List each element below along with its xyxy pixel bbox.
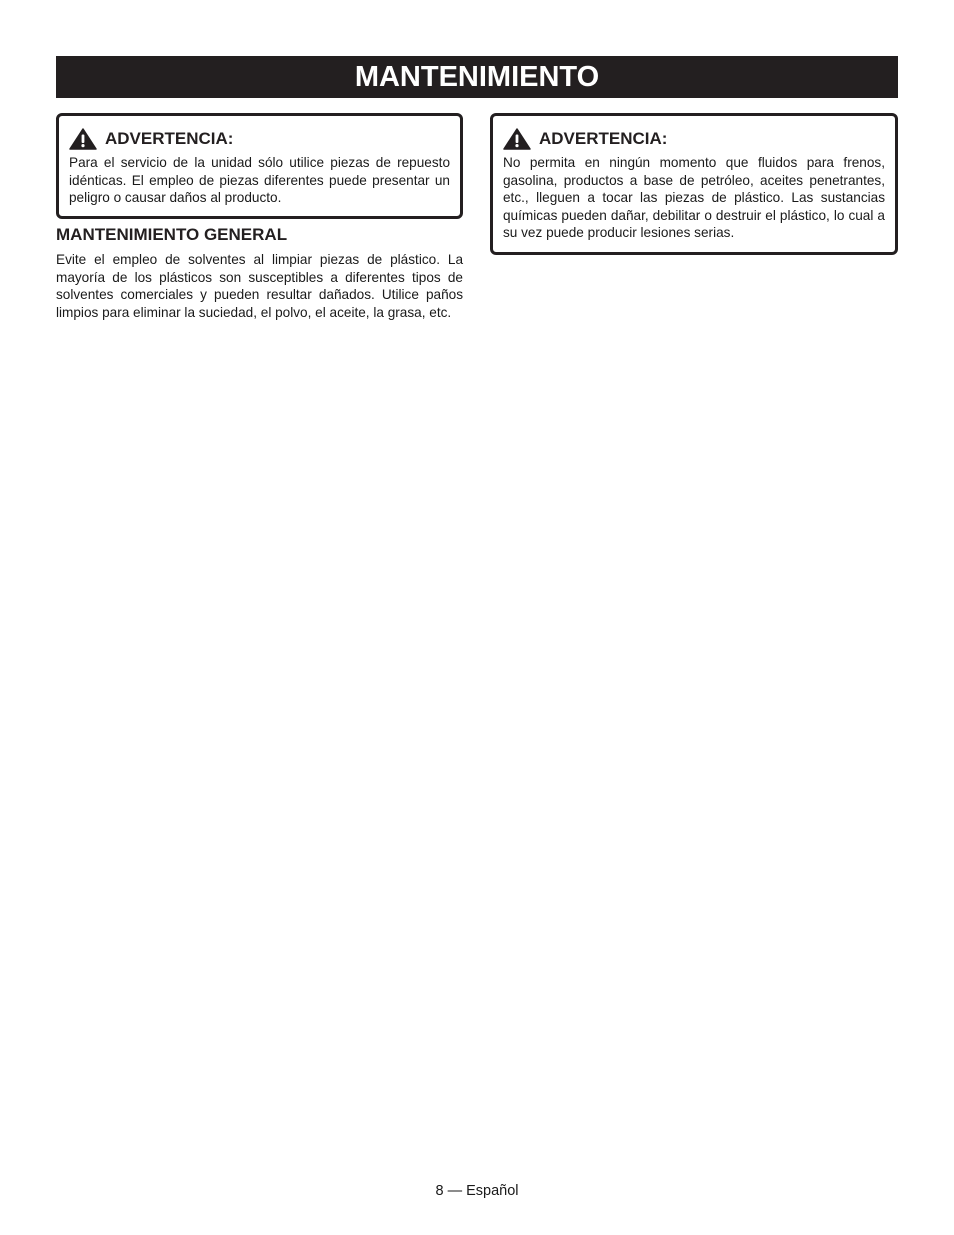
- page-footer: 8 — Español: [435, 1183, 519, 1199]
- warning-heading-left: ADVERTENCIA:: [105, 129, 234, 148]
- warning-text-left: Para el servicio de la unidad sólo utilice piezas de repuesto idénticas. El empleo de piezas diferentes puede presentar un peligro o causar daños al producto.: [69, 155, 450, 206]
- warning-box-right: [490, 113, 898, 255]
- warning-triangle-icon: [69, 128, 97, 150]
- title-bar: [56, 56, 898, 98]
- warning-heading-right: ADVERTENCIA:: [539, 129, 668, 148]
- general-maintenance-section: [56, 224, 463, 321]
- warning-header-right: [503, 126, 885, 152]
- page-title: MANTENIMIENTO: [354, 60, 600, 93]
- warning-triangle-icon: [503, 128, 531, 150]
- general-maintenance-text: Evite el empleo de solventes al limpiar piezas de plástico. La mayoría de los plásticos son susceptibles a diferentes tipos de solventes comerciales y pueden resultar dañados. Utilice paños limpios para eliminar la suciedad, el polvo, el aceite, la grasa, etc.: [56, 252, 463, 320]
- general-maintenance-heading: MANTENIMIENTO GENERAL: [56, 225, 288, 244]
- warning-header-left: [69, 126, 450, 152]
- warning-text-right: No permita en ningún momento que fluidos para frenos, gasolina, productos a base de petróleo, aceites penetrantes, etc., lleguen a tocar las piezas de plástico. Las sustancias químicas pueden dañar, debilitar o destruir el plástico, lo cual a su vez puede producir lesiones serias.: [503, 155, 885, 241]
- warning-box-left: [56, 113, 463, 219]
